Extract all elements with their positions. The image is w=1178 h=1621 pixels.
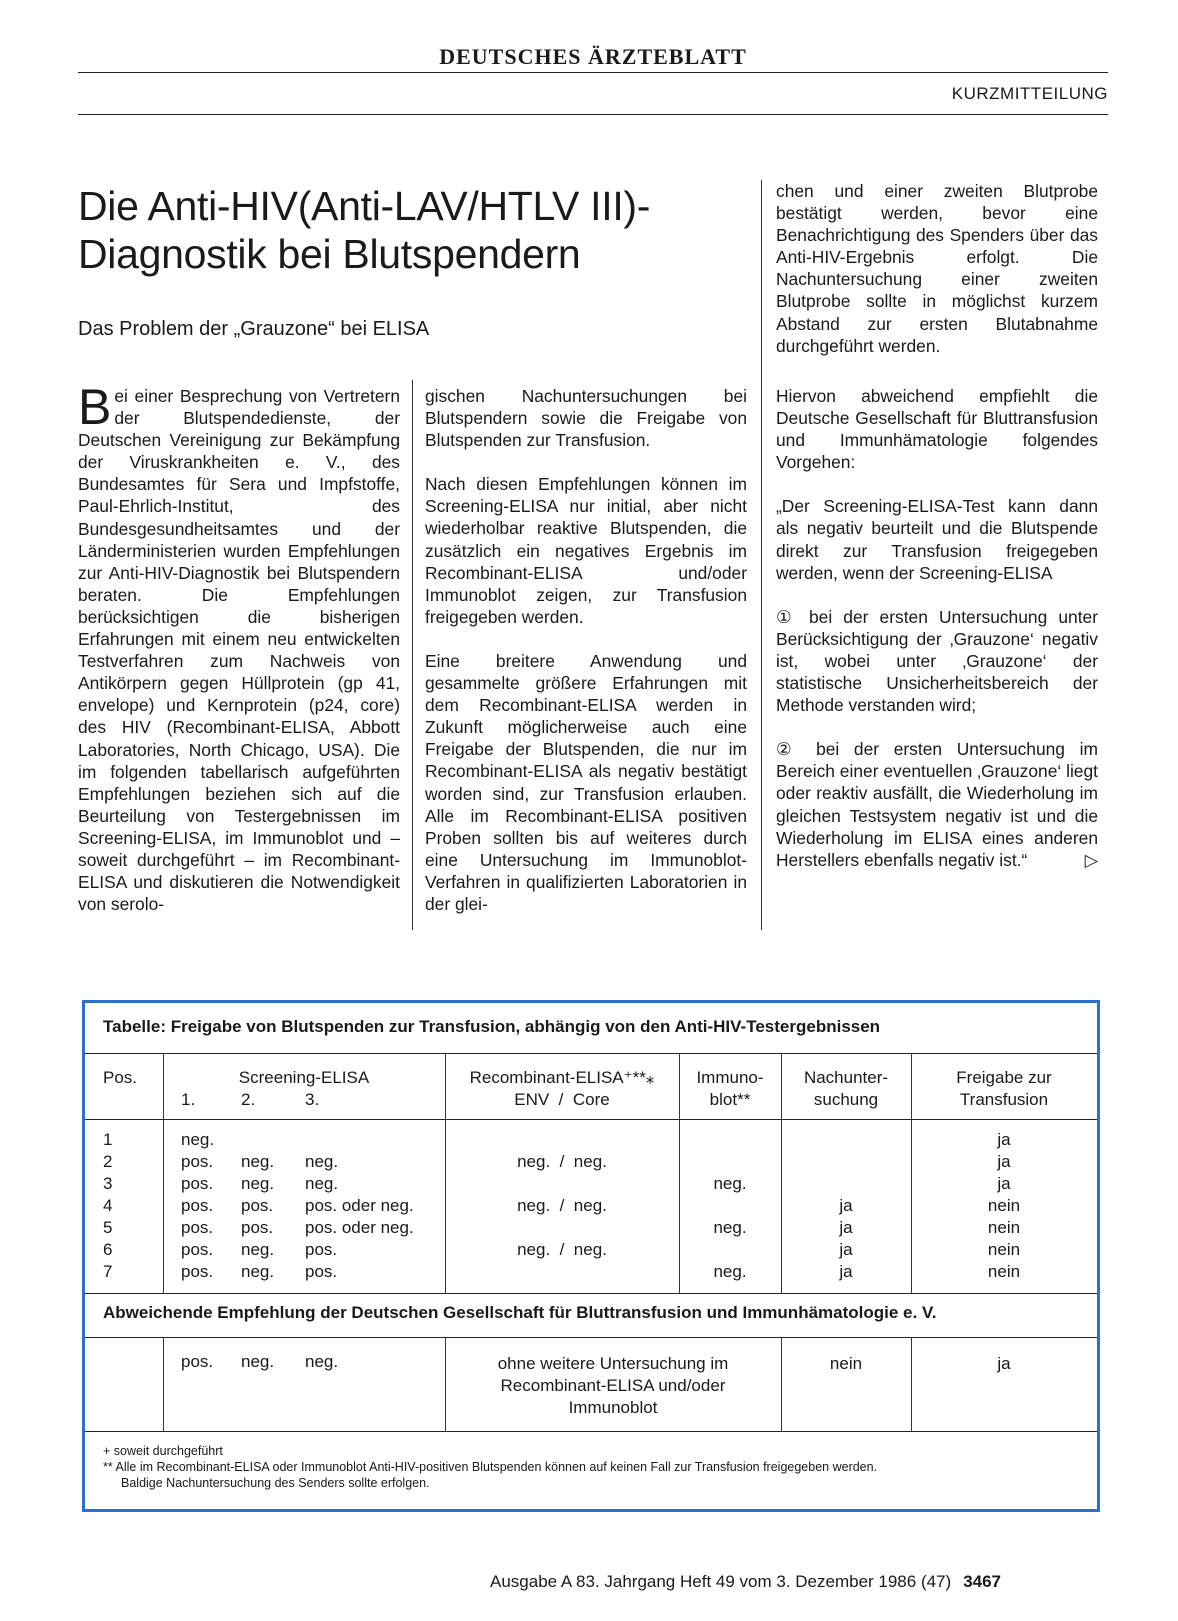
results-table [82, 1000, 1100, 1512]
table-cell-imm: neg. [713, 1218, 747, 1237]
table-cell-frei: nein [987, 1218, 1021, 1237]
title-line-1: Die Anti-HIV(Anti-LAV/HTLV III)- [78, 183, 651, 229]
footnote-1: + soweit durchgeführt [103, 1444, 223, 1458]
table-divider [163, 1053, 164, 1293]
table-cell-s2: neg. [241, 1262, 275, 1281]
table-cell-nach: ja [839, 1262, 853, 1281]
table-cell-s3: pos. [305, 1240, 338, 1259]
drop-cap: B [78, 379, 112, 435]
paragraph: Nach diesen Empfehlungen können im Screening-ELISA nur initial, aber nicht wiederholbar reaktive Blutspenden, die zusätzlich ein negatives Ergebnis im Recombinant-ELISA und/oder Immunoblot zeigen, zur Transfusion freigegeben werden. [425, 474, 747, 627]
section-rule [78, 114, 1108, 115]
header-immunoblot-1: Immuno- [696, 1068, 764, 1087]
header-nachuntersuchung-2: suchung [813, 1090, 879, 1109]
header-recombinant: Recombinant-ELISA⁺**⁎ [469, 1068, 655, 1087]
table-caption: Tabelle: Freigabe von Blutspenden zur Transfusion, abhängig von den Anti-HIV-Testergebnissen [103, 1017, 881, 1036]
continue-arrow-icon: ▷ [1084, 849, 1098, 870]
table-cell-s1: pos. [181, 1218, 214, 1237]
table-cell-pos: 2 [103, 1152, 113, 1171]
text-column-2 [425, 385, 747, 937]
table-cell-s3: neg. [305, 1174, 339, 1193]
table-cell-s3: pos. oder neg. [305, 1196, 414, 1215]
header-nachuntersuchung-1: Nachunter- [803, 1068, 889, 1087]
masthead-rule [78, 72, 1108, 73]
table-cell-imm: neg. [713, 1174, 747, 1193]
column-divider-1 [412, 380, 413, 930]
table-cell-pos: 1 [103, 1130, 113, 1149]
footnote-2: ** Alle im Recombinant-ELISA oder Immunoblot Anti-HIV-positiven Blutspenden können auf keinen Fall zur Transfusion freigegeben werden. [103, 1460, 878, 1474]
issue-info: Ausgabe A 83. Jahrgang Heft 49 vom 3. Dezember 1986 (47) [490, 1572, 952, 1591]
paragraph: Eine breitere Anwendung und gesammelte größere Erfahrungen mit dem Recombinant-ELISA werden in Zukunft möglicherweise auch eine Freigabe der Blutspenden, die nur im Recombinant-ELISA als negativ bestätigt worden sind, zur Transfusion erlauben. Alle im Recombinant-ELISA positiven Proben sollten bis auf weiteres durch eine Untersuchung im Immunoblot-Verfahren in qualifizierten Laboratorien in der glei- [425, 650, 747, 914]
table-cell-s1: neg. [181, 1130, 215, 1149]
footnote-3: Baldige Nachuntersuchung des Senders sollte erfolgen. [121, 1476, 430, 1490]
table-cell-s1: pos. [181, 1152, 214, 1171]
table-cell-s2: neg. [241, 1240, 275, 1259]
alt-nachuntersuchung: nein [829, 1354, 863, 1373]
table-cell-pos: 4 [103, 1196, 113, 1215]
table-cell-frei: nein [987, 1240, 1021, 1259]
table-cell-frei: nein [987, 1196, 1021, 1215]
table-cell-nach: ja [839, 1196, 853, 1215]
alt-screening-2: neg. [241, 1352, 275, 1371]
table-cell-s1: pos. [181, 1174, 214, 1193]
header-screening-2: 2. [241, 1090, 256, 1109]
table-cell-s1: pos. [181, 1196, 214, 1215]
table-cell-imm: neg. [713, 1262, 747, 1281]
paragraph: „Der Screening-ELISA-Test kann dann als negativ beurteilt und die Blutspende direkt zur Transfusion freigegeben werden, wenn der Screening-ELISA [776, 496, 1098, 583]
table-cell-rec: neg. / neg. [517, 1152, 607, 1171]
paragraph: Hiervon abweichend empfiehlt die Deutsche Gesellschaft für Bluttransfusion und Immunhämatologie folgendes Vorgehen: [776, 386, 1098, 473]
page-number: 3467 [963, 1572, 1002, 1591]
table-cell-nach: ja [839, 1240, 853, 1259]
text-column-1 [78, 379, 400, 937]
table-cell-s2: pos. [241, 1196, 274, 1215]
alt-screening-3: neg. [305, 1352, 339, 1371]
table-cell-frei: ja [997, 1152, 1011, 1171]
table-cell-nach: ja [839, 1218, 853, 1237]
header-screening-3: 3. [305, 1090, 320, 1109]
paragraph: gischen Nachuntersuchungen bei Blutspendern sowie die Freigabe von Blutspenden zur Transfusion. [425, 386, 747, 451]
table-cell-frei: ja [997, 1174, 1011, 1193]
header-recombinant-sub: ENV / Core [514, 1090, 610, 1109]
table-divider [911, 1337, 912, 1431]
header-screening: Screening-ELISA [238, 1068, 370, 1087]
text-column-3 [776, 385, 1098, 871]
paragraph: ② bei der ersten Untersuchung im Bereich einer eventuellen ‚Grauzone‘ liegt oder reaktiv ausfällt, die Wiederholung im gleichen Testsystem negativ ist und die Wiederholung im ELISA eines anderen Herstellers ebenfalls negativ ist.“ ▷ [776, 739, 1098, 870]
paragraph: chen und einer zweiten Blutprobe bestätigt werden, bevor eine Benachrichtigung des Spenders über das Anti-HIV-Ergebnis erfolgt. Die Nachuntersuchung einer zweiten Blutprobe sollte in möglichst kurzem Abstand zur ersten Blutabnahme durchgeführt werden. [776, 181, 1098, 356]
table-cell-s3: neg. [305, 1152, 339, 1171]
column-divider-2 [761, 180, 762, 930]
table-divider [163, 1337, 164, 1431]
table-cell-rec: neg. / neg. [517, 1240, 607, 1259]
table-cell-s2: neg. [241, 1174, 275, 1193]
header-immunoblot-2: blot** [709, 1090, 751, 1109]
header-freigabe-1: Freigabe zur [956, 1068, 1052, 1087]
title-line-2: Diagnostik bei Blutspendern [78, 231, 581, 277]
table-cell-pos: 3 [103, 1174, 113, 1193]
table-cell-s2: neg. [241, 1152, 275, 1171]
table-cell-s1: pos. [181, 1240, 214, 1259]
page-footer [490, 1572, 1001, 1592]
table-rule [85, 1293, 1097, 1294]
paragraph: ① bei der ersten Untersuchung unter Berücksichtigung der ‚Grauzone‘ negativ ist, wobei unter ‚Grauzone‘ der statistische Unsicherheitsbereich der Methode verstanden wird; [776, 606, 1098, 716]
table-cell-pos: 6 [103, 1240, 113, 1259]
text-column-3-top [776, 180, 1098, 379]
article-title [78, 182, 758, 278]
table-subcaption: Abweichende Empfehlung der Deutschen Gesellschaft für Bluttransfusion und Immunhämatologie e. V. [103, 1303, 937, 1322]
table-rule [85, 1337, 1097, 1338]
masthead: DEUTSCHES ÄRZTEBLATT [439, 44, 747, 69]
table-rule [85, 1053, 1097, 1054]
alt-freigabe: ja [997, 1354, 1011, 1373]
table-cell-s2: pos. [241, 1218, 274, 1237]
table-cell-frei: nein [987, 1262, 1021, 1281]
header-freigabe-2: Transfusion [959, 1090, 1049, 1109]
table-cell-s1: pos. [181, 1262, 214, 1281]
section-label: KURZMITTEILUNG [951, 84, 1108, 103]
table-rule [85, 1119, 1097, 1120]
table-cell-s3: pos. oder neg. [305, 1218, 414, 1237]
header-pos: Pos. [103, 1068, 138, 1087]
alt-recombinant-1: ohne weitere Untersuchung im [497, 1354, 729, 1373]
table-rule [85, 1431, 1097, 1432]
table-cell-s3: pos. [305, 1262, 338, 1281]
alt-screening-1: pos. [181, 1352, 214, 1371]
paragraph: Bei einer Besprechung von Vertretern der Blutspendedienste, der Deutschen Vereinigung zur Bekämpfung der Viruskrankheiten e. V., des Bundesamtes für Sera und Impfstoffe, Paul-Ehrlich-Institut, des Bundesgesundheitsamtes und der Länderministerien wurden Empfehlungen zur Anti-HIV-Diagnostik bei Blutspendern beraten. Die Empfehlungen berücksichtigen die bisherigen Erfahrungen mit einem neu entwickelten Testverfahren zum Nachweis von Antikörpern gegen Hüllprotein (gp 41, envelope) und Kernprotein (p24, core) des HIV (Recombinant-ELISA, Abbott Laboratories, North Chicago, USA). Die im folgenden tabellarisch aufgeführten Empfehlungen beziehen sich auf die Beurteilung von Testergebnissen im Screening-ELISA, im Immunoblot und – soweit durchgeführt – im Recombinant-ELISA und diskutieren die Notwendigkeit von serolo- [78, 379, 400, 915]
alt-recombinant-2: Recombinant-ELISA und/oder [500, 1376, 726, 1395]
header-screening-1: 1. [181, 1090, 196, 1109]
table-cell-frei: ja [997, 1130, 1011, 1149]
table-cell-rec: neg. / neg. [517, 1196, 607, 1215]
table-cell-pos: 5 [103, 1218, 113, 1237]
alt-recombinant-3: Immunoblot [568, 1398, 658, 1417]
table-divider [781, 1337, 782, 1431]
article-subtitle: Das Problem der „Grauzone“ bei ELISA [78, 318, 430, 340]
table-cell-pos: 7 [103, 1262, 113, 1281]
